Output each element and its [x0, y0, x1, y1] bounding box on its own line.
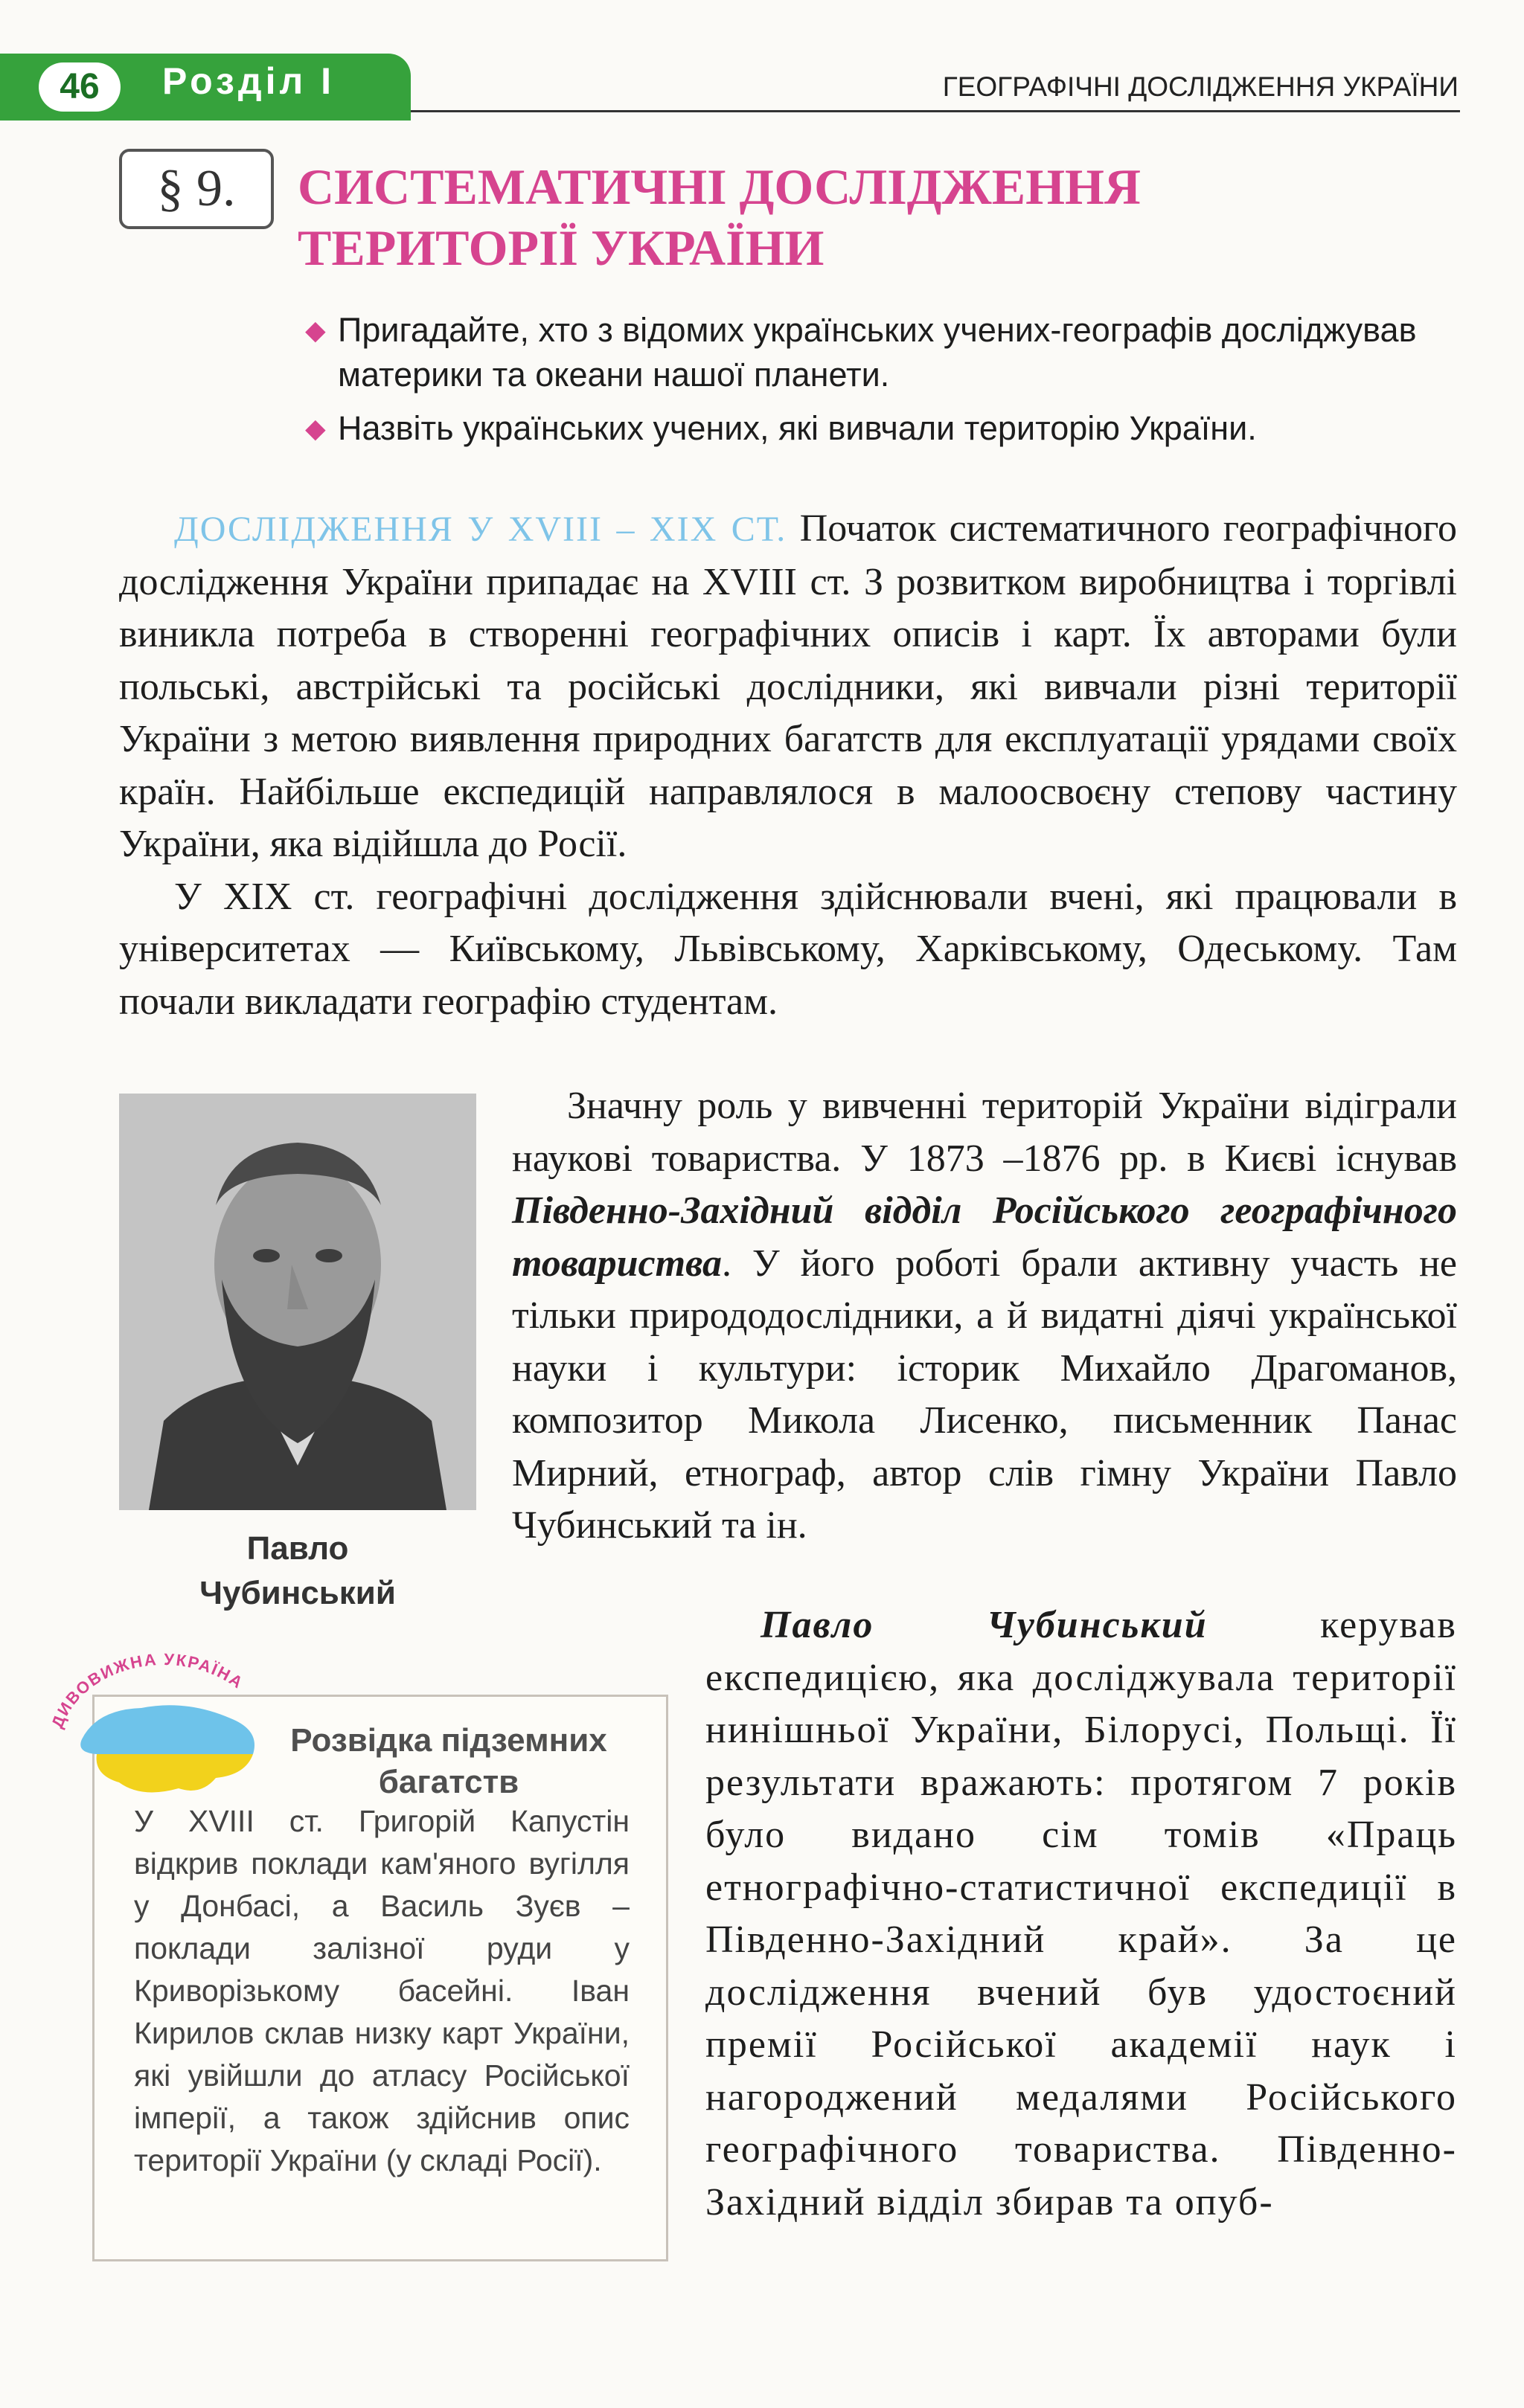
- paragraph-3-text-b: . У його роботі брали активну участь не тільки природодослідники, а й видатні діячі української науки і культури: історик Михайло Драгоманов, композитор Микола Лисенко, письменник Панас Мирний, етнограф, автор слів гімну України Павло Чубинський та ін.: [512, 1242, 1457, 1547]
- caption-line-2: Чубинський: [199, 1575, 396, 1611]
- paragraph-1-text: Початок систематичного географічного дослідження України припадає на XVIII ст. З розвитком виробництва і торгівлі виникла потреба в створенні географічних описів і карт. Їх авторами були польські, австрійські та російські дослідники, які вивчали різні території України з метою виявлення природних багатств для експлуатації урядами своїх країн. Найбільше експедицій направлялося в малоосвоєну степову частину України, яка відійшла до Росії.: [119, 507, 1458, 865]
- portrait-illustration: [119, 1094, 476, 1510]
- society-name: Південно-Західний відділ Російського географічного товариства: [512, 1189, 1457, 1285]
- caption-line-1: Павло: [246, 1530, 349, 1567]
- portrait-caption: [119, 1526, 476, 1616]
- diamond-bullet-icon: ◆: [305, 413, 326, 443]
- paragraph-4-text: керував експедицією, яка досліджувала території нинішньої України, Білорусі, Польщі. Її результати вражають: протягом 7 років було видано сім томів «Праць етнографічно-статистичної експедиції в Південно-Західний край». За це дослідження вчений був удостоєний премії Російської академії наук і нагороджений медалями Російського географічного товариства. Південно-Західний відділ збирав та опуб-: [705, 1604, 1457, 2224]
- portrait-photo: [119, 1094, 476, 1510]
- question-item: [305, 406, 1466, 451]
- fact-box-title: Розвідка підземних багатств: [290, 1722, 607, 1800]
- question-text: Пригадайте, хто з відомих українських учених-географів досліджував материки та океани нашої планети.: [338, 311, 1417, 394]
- page-number: 46: [39, 62, 121, 112]
- badge-label: ДИВОВИЖНА УКРАЇНА: [48, 1650, 248, 1731]
- paragraph-3-text-a: Значну роль у вивченні територій України відіграли наукові товариства. У 1873 –1876 рр. в Києві існував: [512, 1085, 1457, 1180]
- running-title: ГЕОГРАФІЧНІ ДОСЛІДЖЕННЯ УКРАЇНИ: [942, 71, 1459, 102]
- lead-heading: ДОСЛІДЖЕННЯ У XVIII – XIX СТ.: [174, 510, 787, 549]
- person-name: Павло Чубинський: [761, 1604, 1208, 1646]
- fact-box-text: У XVIII ст. Григорій Капустін відкрив поклади кам'яного вугілля у Донбасі, а Василь Зуєв – поклади залізної руди у Криворізькому басейні. Іван Кирилов склав низку карт України, які увійшли до атласу Російської імперії, а також здійснив опис території України (у складі Росії).: [134, 1804, 630, 2177]
- question-item: [305, 308, 1466, 397]
- recall-questions: [305, 308, 1466, 460]
- header-divider: [411, 110, 1460, 112]
- section-name: Розділ І: [162, 60, 336, 102]
- paragraph-4: [705, 1599, 1457, 2229]
- paragraph-title-line-1: СИСТЕМАТИЧНІ ДОСЛІДЖЕННЯ: [298, 158, 1141, 215]
- paragraph-number: § 9.: [119, 149, 274, 229]
- paragraph-title-line-2: ТЕРИТОРІЇ УКРАЇНИ: [298, 219, 825, 276]
- body-text-middle: [512, 1080, 1457, 1553]
- diamond-bullet-icon: ◆: [305, 315, 326, 345]
- paragraph-title: [298, 156, 1414, 278]
- paragraph-2: У XIX ст. географічні дослідження здійснювали вчені, які працювали в університетах — Київському, Львівському, Харківському, Одеському. Там почали викладати географію студентам.: [119, 875, 1457, 1023]
- body-text-bottom: [705, 1599, 1457, 2229]
- body-text-top: [119, 503, 1457, 1028]
- paragraph-3: [512, 1080, 1457, 1553]
- paragraph-1: [119, 503, 1457, 871]
- question-text: Назвіть українських учених, які вивчали територію України.: [338, 409, 1257, 447]
